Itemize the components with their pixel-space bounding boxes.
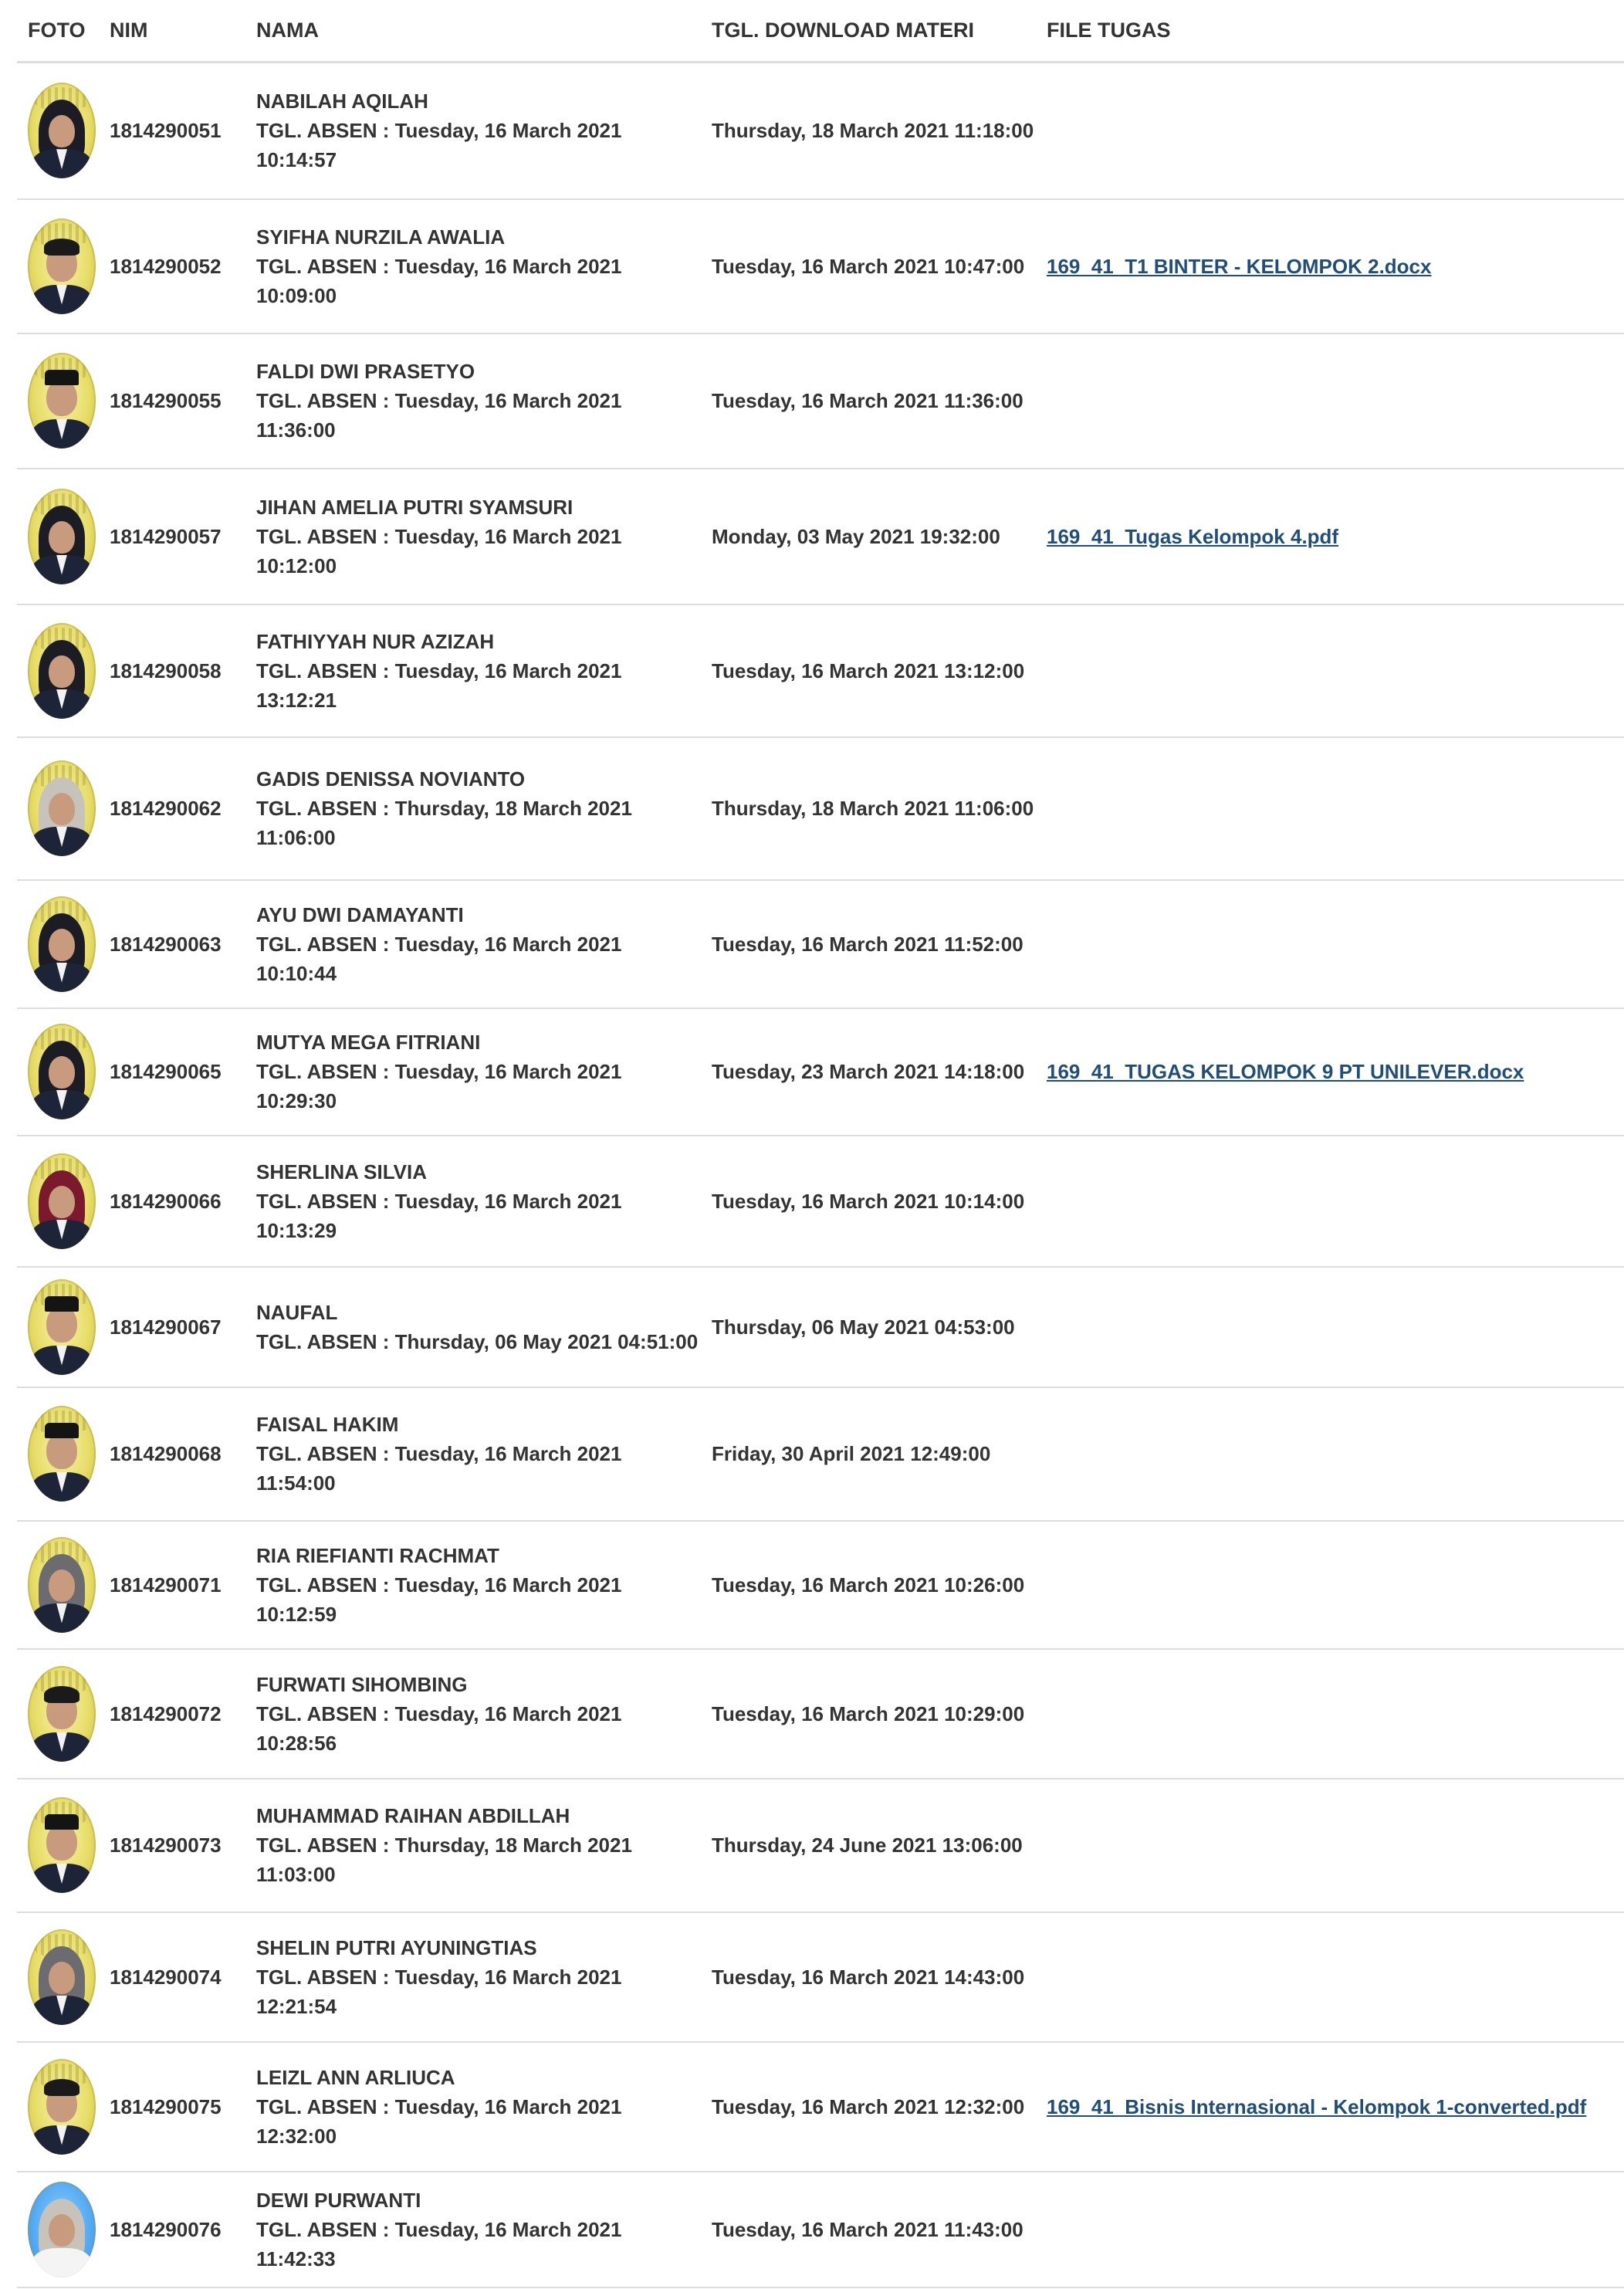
table-row xyxy=(17,469,1624,604)
student-name: FAISAL HAKIM xyxy=(256,1413,399,1436)
table-row xyxy=(17,1779,1624,1912)
student-nim: 1814290067 xyxy=(110,1267,245,1387)
student-info-cell xyxy=(245,334,701,469)
student-name: GADIS DENISSA NOVIANTO xyxy=(256,767,526,791)
assignment-file-cell xyxy=(1036,1387,1624,1521)
student-name: FALDI DWI PRASETYO xyxy=(256,360,475,383)
student-photo xyxy=(28,2182,96,2277)
attendance-timestamp: TGL. ABSEN : Tuesday, 16 March 2021 11:36:00 xyxy=(256,389,622,442)
table-row xyxy=(17,63,1624,199)
student-info-cell xyxy=(245,1267,701,1387)
table-row xyxy=(17,1267,1624,1387)
attendance-timestamp: TGL. ABSEN : Tuesday, 16 March 2021 10:28:56 xyxy=(256,1702,622,1755)
download-date: Friday, 30 April 2021 12:49:00 xyxy=(701,1387,1036,1521)
student-nim: 1814290058 xyxy=(110,604,245,737)
student-photo xyxy=(28,1024,96,1119)
table-row xyxy=(17,1008,1624,1136)
student-photo xyxy=(28,896,96,992)
student-nim: 1814290055 xyxy=(110,334,245,469)
student-photo-cell xyxy=(17,1267,110,1387)
student-photo xyxy=(28,623,96,719)
attendance-timestamp: TGL. ABSEN : Thursday, 18 March 2021 11:06:00 xyxy=(256,797,632,849)
student-info-cell xyxy=(245,737,701,880)
student-name: LEIZL ANN ARLIUCA xyxy=(256,2065,455,2089)
student-nim: 1814290063 xyxy=(110,880,245,1008)
student-name: NABILAH AQILAH xyxy=(256,90,428,113)
assignment-file-cell xyxy=(1036,604,1624,737)
header-row xyxy=(17,0,1624,63)
attendance-timestamp: TGL. ABSEN : Thursday, 18 March 2021 11:03:00 xyxy=(256,1834,632,1886)
table-row xyxy=(17,199,1624,334)
attendance-timestamp: TGL. ABSEN : Thursday, 06 May 2021 04:51:00 xyxy=(256,1329,699,1353)
student-name: JIHAN AMELIA PUTRI SYAMSURI xyxy=(256,495,573,519)
student-photo-cell xyxy=(17,880,110,1008)
download-date: Tuesday, 16 March 2021 10:29:00 xyxy=(701,1649,1036,1779)
student-info-cell xyxy=(245,1521,701,1649)
student-photo xyxy=(28,83,96,178)
student-info-cell xyxy=(245,1136,701,1267)
student-name: SHERLINA SILVIA xyxy=(256,1160,428,1183)
table-row xyxy=(17,604,1624,737)
student-nim: 1814290068 xyxy=(110,1387,245,1521)
student-nim: 1814290073 xyxy=(110,1779,245,1912)
student-name: FURWATI SIHOMBING xyxy=(256,1672,468,1696)
assignment-file-cell xyxy=(1036,1912,1624,2042)
student-name: AYU DWI DAMAYANTI xyxy=(256,902,464,926)
download-date: Tuesday, 16 March 2021 11:52:00 xyxy=(701,880,1036,1008)
student-info-cell xyxy=(245,1008,701,1136)
attendance-timestamp: TGL. ABSEN : Tuesday, 16 March 2021 10:14:57 xyxy=(256,119,622,172)
download-date: Monday, 03 May 2021 19:32:00 xyxy=(701,469,1036,604)
assignment-file-link[interactable]: 169_41_Tugas Kelompok 4.pdf xyxy=(1047,524,1339,548)
download-date: Thursday, 18 March 2021 11:18:00 xyxy=(701,63,1036,199)
student-nim: 1814290072 xyxy=(110,1649,245,1779)
table-header xyxy=(17,0,1624,63)
student-info-cell xyxy=(245,199,701,334)
student-photo-cell xyxy=(17,199,110,334)
download-date: Tuesday, 16 March 2021 13:12:00 xyxy=(701,604,1036,737)
student-photo xyxy=(28,2059,96,2155)
student-name: RIA RIEFIANTI RACHMAT xyxy=(256,1543,499,1567)
attendance-timestamp: TGL. ABSEN : Tuesday, 16 March 2021 10:12:00 xyxy=(256,524,622,577)
header-nim: NIM xyxy=(110,0,245,63)
download-date: Thursday, 18 March 2021 11:06:00 xyxy=(701,737,1036,880)
student-name: NAUFAL xyxy=(256,1300,338,1324)
assignment-file-cell xyxy=(1036,1521,1624,1649)
student-photo xyxy=(28,760,96,856)
student-info-cell xyxy=(245,1779,701,1912)
student-name: SHELIN PUTRI AYUNINGTIAS xyxy=(256,1935,537,1959)
student-photo xyxy=(28,1279,96,1375)
student-photo xyxy=(28,1153,96,1249)
student-info-cell xyxy=(245,604,701,737)
student-info-cell xyxy=(245,2042,701,2172)
attendance-timestamp: TGL. ABSEN : Tuesday, 16 March 2021 10:10:44 xyxy=(256,932,622,985)
assignment-file-cell xyxy=(1036,469,1624,604)
student-name: DEWI PURWANTI xyxy=(256,2188,421,2212)
assignment-file-cell xyxy=(1036,880,1624,1008)
table-row xyxy=(17,2042,1624,2172)
assignment-file-cell xyxy=(1036,2172,1624,2287)
student-photo-cell xyxy=(17,334,110,469)
student-nim: 1814290066 xyxy=(110,1136,245,1267)
student-nim: 1814290057 xyxy=(110,469,245,604)
download-date: Tuesday, 16 March 2021 10:26:00 xyxy=(701,1521,1036,1649)
assignment-file-cell xyxy=(1036,2042,1624,2172)
attendance-timestamp: TGL. ABSEN : Tuesday, 16 March 2021 10:12:59 xyxy=(256,1573,622,1626)
attendance-timestamp: TGL. ABSEN : Tuesday, 16 March 2021 13:12:21 xyxy=(256,659,622,712)
student-nim: 1814290076 xyxy=(110,2172,245,2287)
student-nim: 1814290065 xyxy=(110,1008,245,1136)
student-photo xyxy=(28,489,96,584)
student-name: SYIFHA NURZILA AWALIA xyxy=(256,225,506,249)
download-date: Tuesday, 16 March 2021 11:43:00 xyxy=(701,2172,1036,2287)
download-date: Thursday, 06 May 2021 04:53:00 xyxy=(701,1267,1036,1387)
assignment-file-link[interactable]: 169_41_Bisnis Internasional - Kelompok 1-converted.pdf xyxy=(1047,2094,1587,2118)
student-info-cell xyxy=(245,1649,701,1779)
student-photo-cell xyxy=(17,1387,110,1521)
student-nim: 1814290071 xyxy=(110,1521,245,1649)
table-row xyxy=(17,1912,1624,2042)
table-row xyxy=(17,737,1624,880)
table-body xyxy=(17,63,1624,2287)
assignment-file-link[interactable]: 169_41_TUGAS KELOMPOK 9 PT UNILEVER.docx xyxy=(1047,1060,1524,1083)
student-photo xyxy=(28,218,96,314)
header-foto: FOTO xyxy=(17,0,110,63)
download-date: Tuesday, 16 March 2021 14:43:00 xyxy=(701,1912,1036,2042)
assignment-file-cell xyxy=(1036,1267,1624,1387)
assignment-file-cell xyxy=(1036,1649,1624,1779)
student-photo-cell xyxy=(17,469,110,604)
student-photo xyxy=(28,1406,96,1502)
attendance-timestamp: TGL. ABSEN : Tuesday, 16 March 2021 10:13:29 xyxy=(256,1189,622,1242)
download-date: Tuesday, 16 March 2021 10:14:00 xyxy=(701,1136,1036,1267)
table-row xyxy=(17,2172,1624,2287)
student-photo-cell xyxy=(17,63,110,199)
student-photo xyxy=(28,1537,96,1633)
student-photo xyxy=(28,1666,96,1762)
student-info-cell xyxy=(245,1387,701,1521)
student-photo-cell xyxy=(17,1912,110,2042)
student-photo-cell xyxy=(17,737,110,880)
student-table xyxy=(17,0,1624,2288)
student-photo-cell xyxy=(17,1136,110,1267)
attendance-timestamp: TGL. ABSEN : Tuesday, 16 March 2021 10:09:00 xyxy=(256,254,622,307)
table-row xyxy=(17,1521,1624,1649)
student-photo-cell xyxy=(17,604,110,737)
download-date: Tuesday, 16 March 2021 11:36:00 xyxy=(701,334,1036,469)
student-photo xyxy=(28,1929,96,2025)
student-info-cell xyxy=(245,63,701,199)
download-date: Tuesday, 16 March 2021 10:47:00 xyxy=(701,199,1036,334)
student-photo-cell xyxy=(17,1649,110,1779)
attendance-timestamp: TGL. ABSEN : Tuesday, 16 March 2021 11:42:33 xyxy=(256,2217,622,2270)
assignment-file-cell xyxy=(1036,1779,1624,1912)
assignment-file-cell xyxy=(1036,737,1624,880)
student-photo-cell xyxy=(17,1008,110,1136)
table-row xyxy=(17,1649,1624,1779)
student-photo-cell xyxy=(17,2042,110,2172)
student-nim: 1814290074 xyxy=(110,1912,245,2042)
student-info-cell xyxy=(245,469,701,604)
assignment-file-cell xyxy=(1036,63,1624,199)
student-nim: 1814290051 xyxy=(110,63,245,199)
student-name: MUTYA MEGA FITRIANI xyxy=(256,1031,481,1054)
student-info-cell xyxy=(245,880,701,1008)
assignment-file-cell xyxy=(1036,334,1624,469)
table-row xyxy=(17,334,1624,469)
attendance-timestamp: TGL. ABSEN : Tuesday, 16 March 2021 12:32:00 xyxy=(256,2094,622,2148)
student-info-cell xyxy=(245,1912,701,2042)
attendance-timestamp: TGL. ABSEN : Tuesday, 16 March 2021 11:54:00 xyxy=(256,1442,622,1495)
assignment-file-link[interactable]: 169_41_T1 BINTER - KELOMPOK 2.docx xyxy=(1047,254,1432,278)
header-nama: NAMA xyxy=(245,0,701,63)
student-photo-cell xyxy=(17,1779,110,1912)
attendance-timestamp: TGL. ABSEN : Tuesday, 16 March 2021 12:21:54 xyxy=(256,1965,622,2018)
assignment-file-cell xyxy=(1036,1008,1624,1136)
download-date: Tuesday, 16 March 2021 12:32:00 xyxy=(701,2042,1036,2172)
student-photo xyxy=(28,353,96,449)
download-date: Tuesday, 23 March 2021 14:18:00 xyxy=(701,1008,1036,1136)
student-name: FATHIYYAH NUR AZIZAH xyxy=(256,629,495,653)
student-nim: 1814290062 xyxy=(110,737,245,880)
table-row xyxy=(17,1387,1624,1521)
header-tgl-download: TGL. DOWNLOAD MATERI xyxy=(701,0,1036,63)
download-date: Thursday, 24 June 2021 13:06:00 xyxy=(701,1779,1036,1912)
student-nim: 1814290052 xyxy=(110,199,245,334)
assignment-file-cell xyxy=(1036,199,1624,334)
assignment-file-cell xyxy=(1036,1136,1624,1267)
student-nim: 1814290075 xyxy=(110,2042,245,2172)
table-row xyxy=(17,1136,1624,1267)
student-photo-cell xyxy=(17,2172,110,2287)
student-photo xyxy=(28,1797,96,1893)
attendance-timestamp: TGL. ABSEN : Tuesday, 16 March 2021 10:29:30 xyxy=(256,1060,622,1112)
student-photo-cell xyxy=(17,1521,110,1649)
student-info-cell xyxy=(245,2172,701,2287)
header-file-tugas: FILE TUGAS xyxy=(1036,0,1624,63)
student-name: MUHAMMAD RAIHAN ABDILLAH xyxy=(256,1804,570,1827)
table-row xyxy=(17,880,1624,1008)
